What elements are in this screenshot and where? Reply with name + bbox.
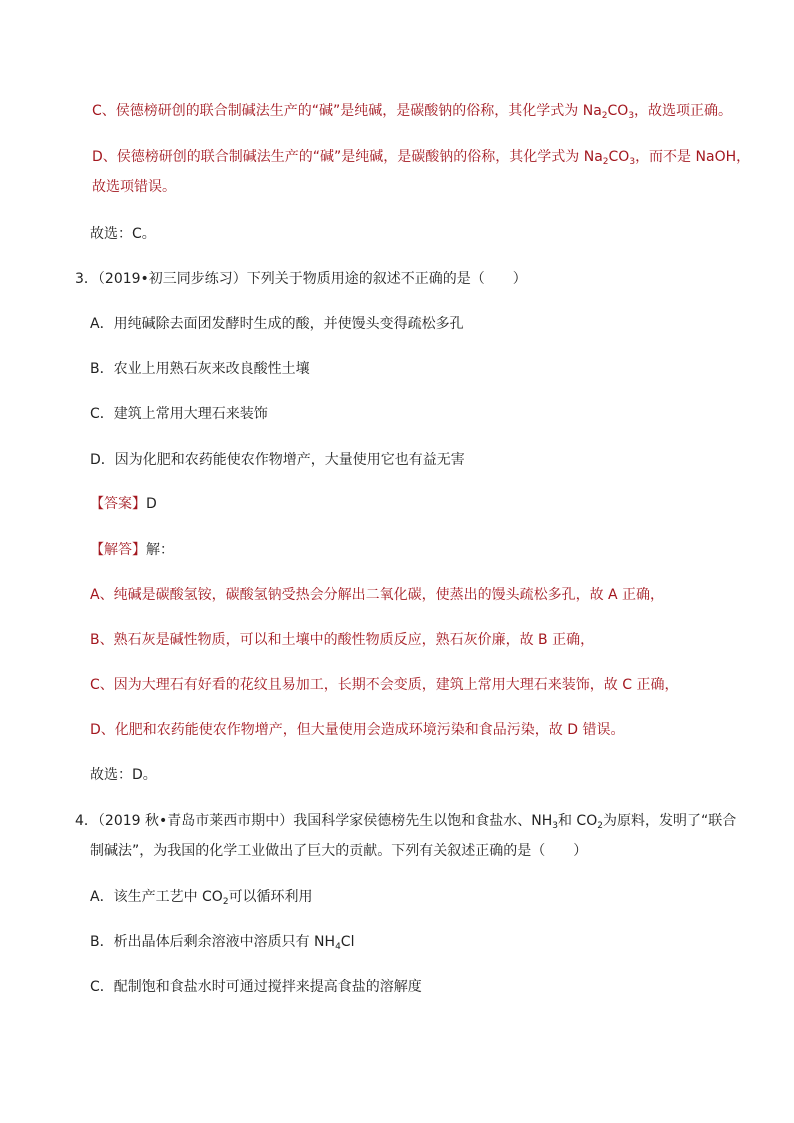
q3-analysis-b: B、熟石灰是碱性物质，可以和土壤中的酸性物质反应，熟石灰价廉，故 B 正确， [90,632,595,648]
analysis-line-c: C、侯德榜研创的联合制碱法生产的“碱”是纯碱，是碳酸钠的俗称，其化学式为 $Na_2CO_3$，故选项正确。 [92,103,733,121]
q3-option-b: B．农业上用熟石灰来改良酸性土壤 [90,361,310,377]
analysis-line-d: D、侯德榜研创的联合制碱法生产的“碱”是纯碱，是碳酸钠的俗称，其化学式为 $Na_2CO_3$，而不是 NaOH， [92,149,751,167]
q3-option-d: D．因为化肥和农药能使农作物增产，大量使用它也有益无害 [90,452,465,468]
answer-label: 【答案】 [90,496,146,512]
analysis-label: 【解答】 [90,542,146,558]
q3-analysis-d: D、化肥和农药能使农作物增产，但大量使用会造成环境污染和食品污染，故 D 错误。 [90,722,625,738]
q4-stem: 4．（2019 秋•青岛市莱西市期中）我国科学家侯德榜先生以饱和食盐水、$NH_3$和 $CO_2$为原料，发明了“联合 [75,813,737,831]
prev-select: 故选：C。 [90,226,156,242]
q4-option-c: C．配制饱和食盐水时可通过搅拌来提高食盐的溶解度 [90,979,422,995]
q3-option-a: A．用纯碱除去面团发酵时生成的酸，并使馒头变得疏松多孔 [90,316,464,332]
q3-analysis-a: A、纯碱是碳酸氢铵，碳酸氢钠受热会分解出二氧化碳，使蒸出的馒头疏松多孔，故 A 正确， [90,587,665,603]
q4-stem-cont: 制碱法”，为我国的化学工业做出了巨大的贡献。下列有关叙述正确的是（ ） [90,843,588,859]
q3-analysis-c: C、因为大理石有好看的花纹且易加工，长期不会变质，建筑上常用大理石来装饰，故 C 正确， [90,677,679,693]
answer-value: D [146,496,157,512]
analysis-line-d-cont: 故选项错误。 [92,179,176,195]
q3-answer [90,494,157,514]
q3-option-c: C．建筑上常用大理石来装饰 [90,406,268,422]
q4-option-b: B．析出晶体后剩余溶液中溶质只有 $NH_4Cl$ [90,934,355,952]
q3-select: 故选：D。 [90,767,157,783]
q3-stem: 3．（2019•初三同步练习）下列关于物质用途的叙述不正确的是（ ） [75,271,527,287]
q4-option-a: A．该生产工艺中 $CO_2$可以循环利用 [90,889,313,907]
q3-analysis-header: 【解答】解： [90,542,174,558]
